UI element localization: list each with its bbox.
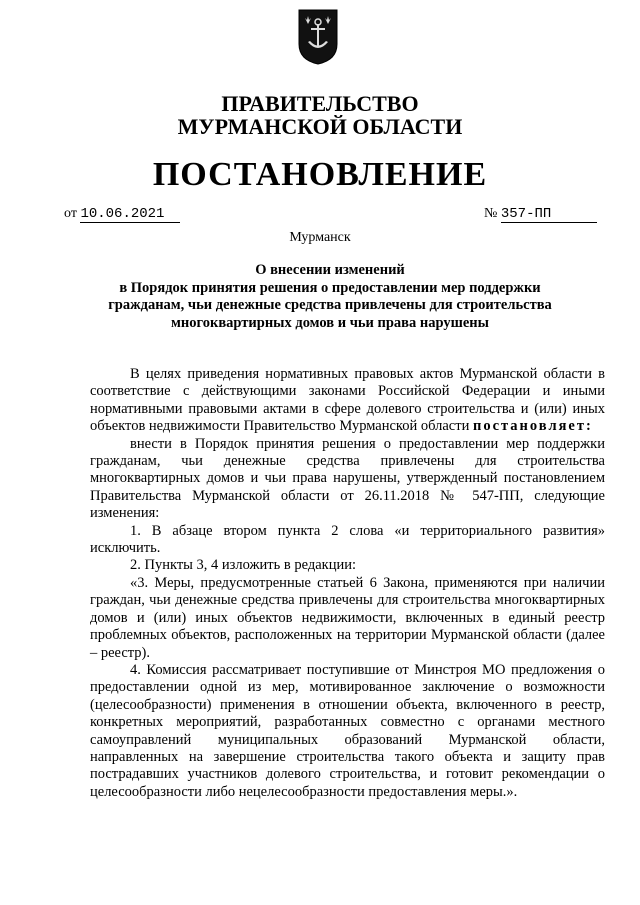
coat-of-arms-emblem [297, 8, 339, 66]
preamble-text: В целях приведения нормативных правовых актов Мурманской области в соответствие с действующими законами Российской Федерации и иными нормативными правовыми актами в сфере долевого строительства и (или) иных объектов недвижимости Правительство Мурманской области [90, 366, 605, 435]
title-line: гражданам, чьи денежные средства привлечены для строительства [108, 297, 552, 313]
paragraph-clause-3: «3. Меры, предусмотренные статьей 6 Закона, применяются при наличии граждан, чьи денежные средства привлечены для строительства многоквартирных домов и (или) иных объектов недвижимости, включенных в единый реестр проблемных объектов, расположенных на территории Мурманской области (далее – реестр). [90, 574, 605, 661]
paragraph-amend: внести в Порядок принятия решения о предоставлении мер поддержки гражданам, чьи денежные средства привлечены для строительства многоквартирных домов и чьи права нарушены, утвержденный постановлением Правительства Мурманской области от 26.11.2018 № 547-ПП, следующие изменения: [90, 435, 605, 522]
resolves-keyword: постановляет [472, 418, 586, 435]
government-name-line1: ПРАВИТЕЛЬСТВО [221, 91, 419, 116]
date-line [64, 206, 180, 223]
document-date: 10.06.2021 [80, 206, 180, 223]
document-type-heading: ПОСТАНОВЛЕНИЕ [152, 156, 488, 193]
number-prefix: № [484, 206, 498, 221]
document-number: 357-ПП [501, 206, 597, 223]
government-name-line2: МУРМАНСКОЙ ОБЛАСТИ [177, 114, 463, 139]
paragraph-item-1: 1. В абзаце втором пункта 2 слова «и территориального развития» исключить. [90, 522, 605, 557]
date-prefix: от [64, 206, 77, 221]
number-line [484, 206, 597, 223]
document-body [90, 366, 605, 801]
paragraph-clause-4: 4. Комиссия рассматривает поступившие от Минстроя МО предложения о предоставлении одной из мер, мотивированное заключение о возможности (целесообразности) применения в отношении объекта, включенного в реестр, конкретных мероприятий, разработанных совместно с органами местного самоуправлений муниципальных образований Мурманской области, направленных на завершение строительства такого объекта и защиту прав пострадавших участников долевого строительства, и готовит рекомендации о целесообразности либо нецелесообразности предоставления меры.». [90, 661, 605, 800]
resolves-colon: : [585, 418, 593, 435]
document-title [90, 262, 570, 332]
paragraph-preamble [90, 366, 605, 436]
paragraph-item-2: 2. Пункты 3, 4 изложить в редакции: [130, 557, 357, 574]
title-line: О внесении изменений [255, 262, 405, 278]
title-line: в Порядок принятия решения о предоставлении мер поддержки [119, 279, 541, 296]
title-line: многоквартирных домов и чьи права нарушены [171, 314, 489, 331]
city-name: Мурманск [289, 230, 351, 245]
